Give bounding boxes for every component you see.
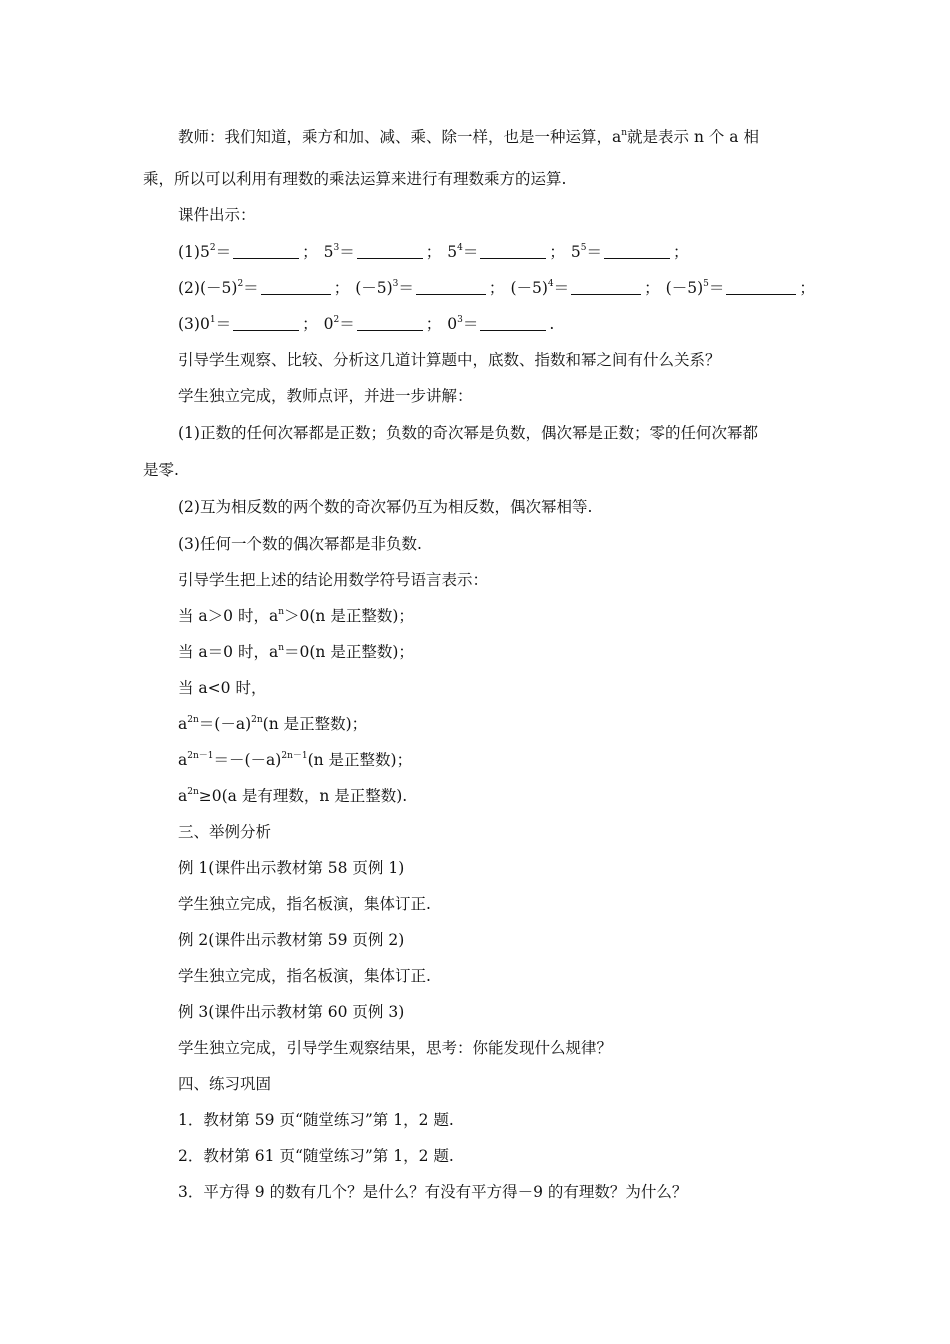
superscript: 2n xyxy=(187,715,199,725)
rule-1-line-1: (1)正数的任何次幂都是正数；负数的奇次幂是负数，偶次幂是正数；零的任何次幂都 xyxy=(178,424,758,442)
equals: ＝ xyxy=(462,243,479,261)
equals: ＝ xyxy=(462,315,479,333)
period: . xyxy=(549,315,555,333)
example-1-desc: 学生独立完成，指名板演，集体订正. xyxy=(178,895,431,913)
answer-blank[interactable] xyxy=(357,244,423,259)
exponent: 4 xyxy=(457,243,463,253)
example-3-desc: 学生独立完成，引导学生观察结果，思考：你能发现什么规律？ xyxy=(178,1039,613,1057)
equals: ＝ xyxy=(708,279,725,297)
separator: ； xyxy=(549,243,565,261)
guide-symbolic: 引导学生把上述的结论用数学符号语言表示： xyxy=(178,571,489,589)
answer-blank[interactable] xyxy=(480,244,546,259)
exponent: 4 xyxy=(547,279,554,289)
rule-1-line-2: 是零. xyxy=(143,461,179,479)
base: 5 xyxy=(570,243,581,261)
superscript: n xyxy=(621,128,628,138)
example-1-title: 例 1(课件出示教材第 58 页例 1) xyxy=(178,859,405,877)
row-label: (2) xyxy=(178,279,200,297)
symbolic-case-positive xyxy=(178,606,414,626)
exponent: 2 xyxy=(333,315,340,325)
practice-item-1: 1．教材第 59 页“随堂练习”第 1，2 题. xyxy=(178,1111,454,1129)
answer-blank[interactable] xyxy=(357,316,423,331)
answer-blank[interactable] xyxy=(233,244,299,259)
base: 5 xyxy=(199,243,210,261)
superscript: 2n－1 xyxy=(187,751,214,761)
text: 当 a＞0 时，a xyxy=(178,607,279,625)
text: ＞0(n 是正整数)； xyxy=(284,607,414,625)
symbolic-nonnegative xyxy=(178,786,407,806)
equals: ＝ xyxy=(215,243,232,261)
base: 0 xyxy=(447,315,458,333)
separator: ； xyxy=(673,243,689,261)
answer-blank[interactable] xyxy=(416,280,486,295)
answer-blank[interactable] xyxy=(261,280,331,295)
text: a xyxy=(178,787,188,805)
exercise-row-3 xyxy=(178,314,554,334)
row-label: (3) xyxy=(178,315,200,333)
courseware-label: 课件出示： xyxy=(178,206,256,224)
text: 当 a＝0 时，a xyxy=(178,643,279,661)
exponent: 5 xyxy=(703,279,709,289)
superscript: 2n xyxy=(187,787,199,797)
equals: ＝ xyxy=(215,315,232,333)
symbolic-even-power xyxy=(178,714,367,734)
explain-intro: 学生独立完成，教师点评，并进一步讲解： xyxy=(178,387,473,405)
exponent: 3 xyxy=(333,243,340,253)
practice-item-3: 3．平方得 9 的数有几个？是什么？有没有平方得－9 的有理数？为什么？ xyxy=(178,1183,688,1201)
superscript: 2n xyxy=(251,715,263,725)
symbolic-case-zero xyxy=(178,642,414,662)
exercise-row-1 xyxy=(178,242,695,262)
text: (n 是正整数)； xyxy=(307,751,413,769)
equals: ＝ xyxy=(398,279,414,297)
answer-blank[interactable] xyxy=(233,316,299,331)
base: (－5) xyxy=(199,279,238,297)
exponent: 1 xyxy=(209,315,216,325)
base: (－5) xyxy=(355,279,393,297)
intro-text: 教师：我们知道，乘方和加、减、乘、除一样，也是一种运算，a xyxy=(178,128,622,146)
separator: ； xyxy=(333,279,350,297)
separator: ； xyxy=(302,243,318,261)
separator: ； xyxy=(425,243,442,261)
exercise-row-2 xyxy=(178,278,821,298)
answer-blank[interactable] xyxy=(571,280,641,295)
separator: ； xyxy=(488,279,505,297)
equals: ＝ xyxy=(339,315,355,333)
equals: ＝ xyxy=(553,279,570,297)
base: (－5) xyxy=(665,279,704,297)
exponent: 5 xyxy=(580,243,587,253)
rule-3: (3)任何一个数的偶次幂都是非负数. xyxy=(178,535,422,553)
equals: ＝ xyxy=(586,243,603,261)
exponent: 3 xyxy=(457,315,463,325)
example-2-title: 例 2(课件出示教材第 59 页例 2) xyxy=(178,931,405,949)
superscript: n xyxy=(278,607,284,617)
base: 0 xyxy=(199,315,210,333)
intro-line-1 xyxy=(178,127,759,147)
text: a xyxy=(178,715,188,733)
guide-question: 引导学生观察、比较、分析这几道计算题中，底数、指数和幂之间有什么关系？ xyxy=(178,351,721,369)
base: 5 xyxy=(323,243,334,261)
section-heading-examples: 三、举例分析 xyxy=(178,823,272,841)
row-label: (1) xyxy=(178,243,200,261)
answer-blank[interactable] xyxy=(480,316,546,331)
text: a xyxy=(178,751,188,769)
equals: ＝ xyxy=(243,279,259,297)
separator: ； xyxy=(799,279,815,297)
symbolic-odd-power xyxy=(178,750,412,770)
practice-item-2: 2．教材第 61 页“随堂练习”第 1，2 题. xyxy=(178,1147,454,1165)
answer-blank[interactable] xyxy=(726,280,796,295)
separator: ； xyxy=(644,279,660,297)
equals: ＝ xyxy=(339,243,355,261)
base: 0 xyxy=(323,315,334,333)
example-2-desc: 学生独立完成，指名板演，集体订正. xyxy=(178,967,431,985)
text: ＝－(－a) xyxy=(213,751,282,769)
text: ＝0(n 是正整数)； xyxy=(284,643,414,661)
exponent: 2 xyxy=(209,243,216,253)
symbolic-case-negative: 当 a<0 时， xyxy=(178,679,267,697)
exponent: 3 xyxy=(392,279,399,289)
text: ≥0(a 是有理数，n 是正整数). xyxy=(198,787,408,805)
intro-line-2: 乘，所以可以利用有理数的乘法运算来进行有理数乘方的运算. xyxy=(143,170,567,188)
separator: ； xyxy=(425,315,442,333)
text: ＝(－a) xyxy=(198,715,252,733)
section-heading-practice: 四、练习巩固 xyxy=(178,1075,272,1093)
intro-text-end: 就是表示 n 个 a 相 xyxy=(627,128,759,146)
answer-blank[interactable] xyxy=(604,244,670,259)
separator: ； xyxy=(302,315,318,333)
rule-2: (2)互为相反数的两个数的奇次幂仍互为相反数，偶次幂相等. xyxy=(178,498,593,516)
base: 5 xyxy=(447,243,458,261)
example-3-title: 例 3(课件出示教材第 60 页例 3) xyxy=(178,1003,405,1021)
superscript: n xyxy=(278,643,284,653)
superscript: 2n－1 xyxy=(281,751,308,761)
exponent: 2 xyxy=(237,279,244,289)
text: (n 是正整数)； xyxy=(262,715,368,733)
base: (－5) xyxy=(510,279,548,297)
